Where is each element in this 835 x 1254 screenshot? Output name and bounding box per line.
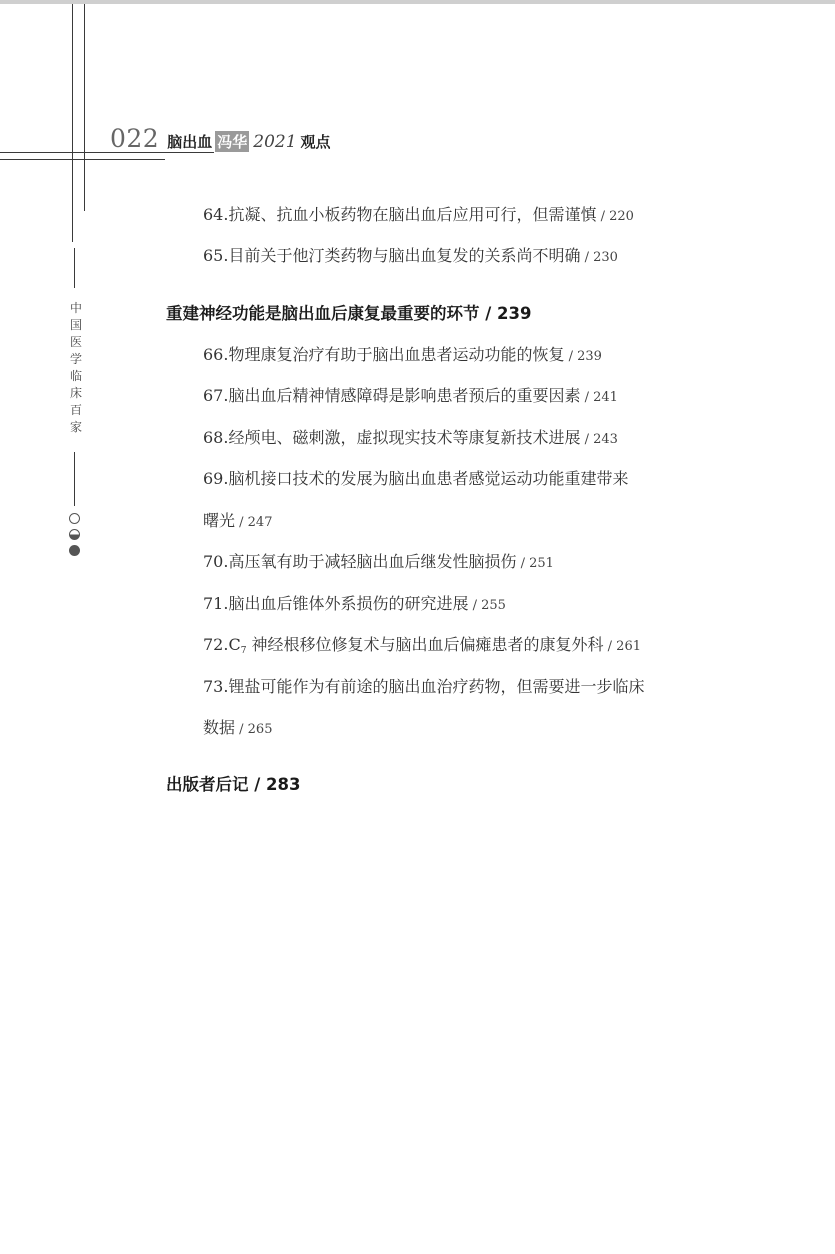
running-header [110,124,331,158]
series-label: 中国医学临床百家 [69,301,82,434]
toc-entry[interactable]: 71.脑出血后锥体外系损伤的研究进展 / 255 [203,594,506,613]
toc-entry-continuation[interactable]: 曙光 / 247 [203,511,273,530]
toc-section-heading[interactable]: 出版者后记 / 283 [166,775,301,794]
toc-entry[interactable]: 70.高压氧有助于减轻脑出血后继发性脑损伤 / 251 [203,552,554,571]
half-circle-icon [69,529,80,540]
book-title: 脑出血 [167,133,213,151]
toc-entry[interactable]: 67.脑出血后精神情感障碍是影响患者预后的重要因素 / 241 [203,386,618,405]
edition-year: 2021 [253,132,297,152]
crop-line-horizontal-2 [0,159,165,160]
title-suffix: 观点 [300,133,331,151]
filled-circle-icon [69,545,80,556]
toc-section-heading[interactable]: 重建神经功能是脑出血后康复最重要的环节 / 239 [166,304,532,323]
empty-circle-icon [69,513,80,524]
toc-entry[interactable]: 64.抗凝、抗血小板药物在脑出血后应用可行，但需谨慎 / 220 [203,205,634,224]
toc-entry[interactable]: 66.物理康复治疗有助于脑出血患者运动功能的恢复 / 239 [203,345,602,364]
toc-entry[interactable]: 69.脑机接口技术的发展为脑出血患者感觉运动功能重建带来 [203,469,629,488]
toc-entry[interactable]: 65.目前关于他汀类药物与脑出血复发的关系尚不明确 / 230 [203,246,618,265]
top-border [0,0,835,4]
author-name: 冯华 [217,133,248,151]
side-divider-bottom [74,452,75,506]
toc-entry[interactable]: 68.经颅电、磁刺激，虚拟现实技术等康复新技术进展 / 243 [203,428,618,447]
crop-line-vertical-2 [84,4,85,211]
toc-entry-continuation[interactable]: 数据 / 265 [203,718,273,737]
side-divider-top [74,248,75,288]
page-number: 022 [110,124,160,153]
crop-line-vertical-1 [72,4,73,242]
toc-entry[interactable]: $72.C_7$ 神经根移位修复术与脑出血后偏瘫患者的康复外科 / 261 [203,635,641,656]
toc-entry[interactable]: 73.锂盐可能作为有前途的脑出血治疗药物，但需要进一步临床 [203,677,645,696]
